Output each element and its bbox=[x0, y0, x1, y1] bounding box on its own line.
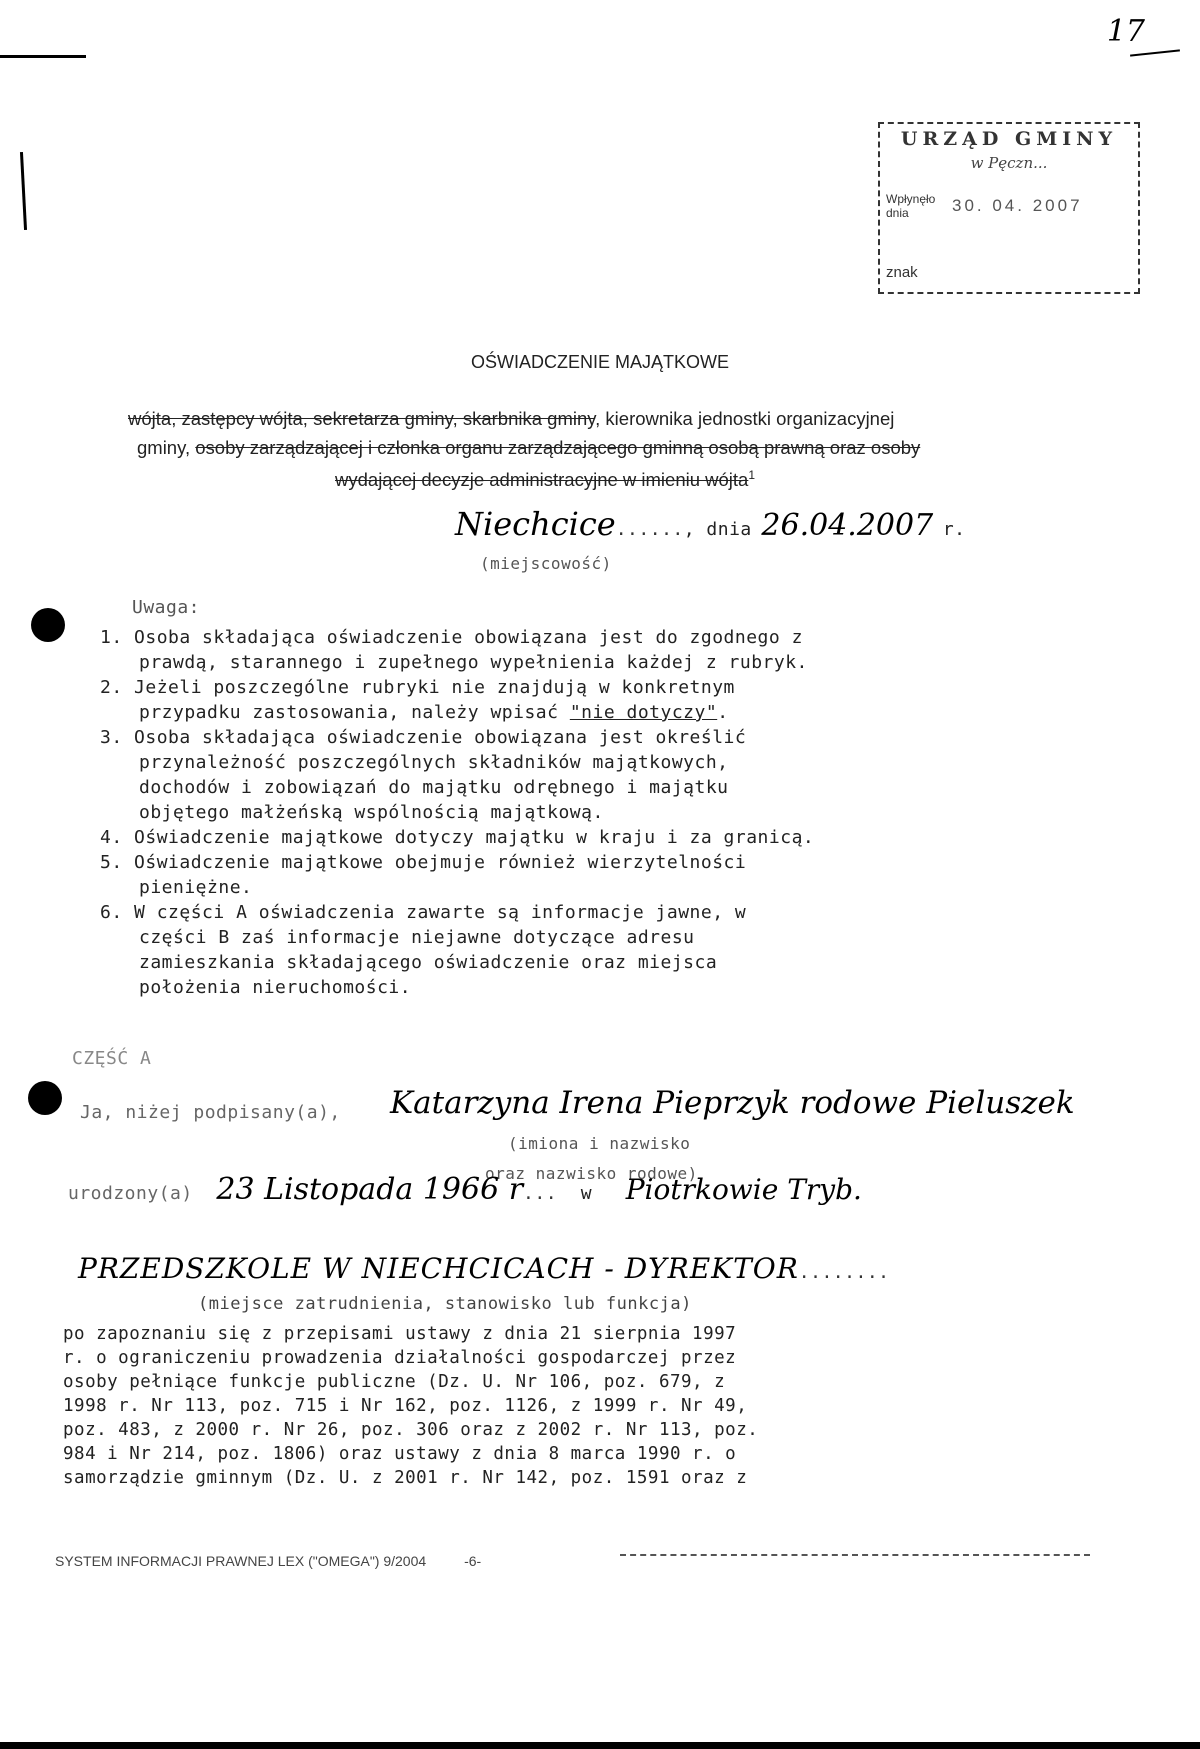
stamp-office-sub: w Pęczn... bbox=[970, 154, 1048, 172]
note-item-5: 5. Oświadczenie majątkowe obejmuje również wierzytelności pieniężne. bbox=[100, 852, 747, 898]
signed-label: Ja, niżej podpisany(a), bbox=[80, 1102, 341, 1123]
employment-handwritten: PRZEDSZKOLE W NIECHCICACH - DYREKTOR bbox=[78, 1252, 799, 1285]
footer-source: SYSTEM INFORMACJI PRAWNEJ LEX ("OMEGA") 9/2004 -6- bbox=[55, 1553, 482, 1569]
page-number-underline bbox=[1130, 49, 1180, 56]
header-struck-2: osoby zarządzającej i członka organu zarządzającego gminną osobą prawną oraz osoby bbox=[195, 437, 921, 458]
employment-caption: (miejsce zatrudnienia, stanowisko lub funkcja) bbox=[198, 1294, 692, 1314]
document-title: OŚWIADCZENIE MAJĄTKOWE bbox=[470, 352, 729, 372]
stamp-received-label: Wpłynęło dnia bbox=[886, 192, 936, 220]
born-line bbox=[68, 1172, 862, 1207]
notes-heading: Uwaga: bbox=[132, 597, 201, 618]
footnote-mark: 1 bbox=[748, 468, 756, 482]
header-line-3 bbox=[335, 468, 755, 491]
page-number: 17 bbox=[1106, 14, 1145, 49]
header-line2-start: gminy, bbox=[137, 437, 196, 458]
body-line: osoby pełniące funkcje publiczne (Dz. U. Nr 106, poz. 679, z bbox=[63, 1372, 726, 1392]
body-line: r. o ograniczeniu prowadzenia działalności gospodarczej przez bbox=[63, 1348, 737, 1368]
employment-dots: ........ bbox=[798, 1262, 890, 1283]
place-date-line bbox=[455, 505, 966, 543]
born-place: Piotrkowie Tryb. bbox=[625, 1173, 862, 1206]
header-line-2 bbox=[137, 437, 920, 459]
scan-edge-bottom bbox=[0, 1742, 1200, 1749]
scan-mark-top bbox=[0, 55, 86, 58]
part-a-heading: CZĘŚĆ A bbox=[72, 1048, 152, 1069]
received-stamp bbox=[878, 122, 1140, 294]
punch-hole-2 bbox=[28, 1081, 62, 1115]
header-struck-3: wydającej decyzje administracyjne w imieniu wójta bbox=[335, 469, 749, 491]
date-suffix: r. bbox=[942, 519, 966, 540]
born-label: urodzony(a) bbox=[68, 1183, 193, 1204]
scan-mark-left bbox=[20, 152, 27, 230]
date-label: , dnia bbox=[683, 519, 752, 540]
name-handwritten: Katarzyna Irena Pieprzyk rodowe Pieluszek bbox=[390, 1085, 1075, 1121]
date-handwritten: 26.04.2007 bbox=[761, 508, 934, 543]
note-item-4: 4. Oświadczenie majątkowe dotyczy majątku w kraju i za granicą. bbox=[100, 827, 815, 848]
body-line: poz. 483, z 2000 r. Nr 26, poz. 306 oraz z 2002 r. Nr 113, poz. bbox=[63, 1420, 759, 1440]
nie-dotyczy: "nie dotyczy" bbox=[569, 702, 718, 723]
note-item-3: 3. Osoba składająca oświadczenie obowiązana jest określić przynależność poszczególnych składników majątkowych, dochodów i zobowiązań do majątku odrębnego i majątku objętego małżeńską wspólnością majątkową. bbox=[100, 727, 747, 823]
born-dots: ... bbox=[523, 1183, 558, 1204]
notes-list bbox=[100, 625, 900, 1000]
name-caption-1: (imiona i nazwisko bbox=[508, 1134, 691, 1153]
punch-hole-1 bbox=[31, 608, 65, 642]
place-handwritten: Niechcice bbox=[455, 505, 616, 543]
name-caption-2: oraz nazwisko rodowe) bbox=[485, 1164, 698, 1183]
body-line: 984 i Nr 214, poz. 1806) oraz ustawy z dnia 8 marca 1990 r. o bbox=[63, 1444, 737, 1464]
header-struck-1: wójta, zastępcy wójta, sekretarza gminy, skarbnika gminy bbox=[128, 408, 596, 429]
header-line1-rest: , kierownika jednostki organizacyjnej bbox=[595, 408, 895, 429]
stamp-received-date: 30. 04. 2007 bbox=[952, 196, 1083, 215]
footer-rule bbox=[620, 1554, 1090, 1556]
part-a-body bbox=[63, 1322, 883, 1490]
body-line: samorządzie gminnym (Dz. U. z 2001 r. Nr 142, poz. 1591 oraz z bbox=[63, 1468, 748, 1488]
born-date: 23 Listopada 1966 r bbox=[216, 1172, 524, 1207]
stamp-office: URZĄD GMINY bbox=[900, 128, 1118, 150]
place-dots: ...... bbox=[615, 519, 684, 540]
header-line-1 bbox=[128, 408, 894, 430]
born-in: w bbox=[580, 1183, 593, 1204]
footer-page: -6- bbox=[464, 1553, 482, 1569]
place-caption: (miejscowość) bbox=[480, 554, 612, 573]
employment-line bbox=[78, 1252, 890, 1285]
note-item-6: 6. W części A oświadczenia zawarte są informacje jawne, w części B zaś informacje niejawne dotyczące adresu zamieszkania składającego oświadczenie oraz miejsca położenia nieruchomości. bbox=[100, 902, 747, 998]
body-line: po zapoznaniu się z przepisami ustawy z dnia 21 sierpnia 1997 bbox=[63, 1324, 737, 1344]
note-item-2: 2. Jeżeli poszczególne rubryki nie znajdują w konkretnym przypadku zastosowania, należy wpisać "nie dotyczy". bbox=[100, 677, 735, 723]
body-line: 1998 r. Nr 113, poz. 715 i Nr 162, poz. 1126, z 1999 r. Nr 49, bbox=[63, 1396, 748, 1416]
note-item-1: 1. Osoba składająca oświadczenie obowiązana jest do zgodnego z prawdą, starannego i zupełnego wypełnienia każdej z rubryk. bbox=[100, 627, 808, 673]
stamp-ref-label: znak bbox=[886, 264, 918, 281]
